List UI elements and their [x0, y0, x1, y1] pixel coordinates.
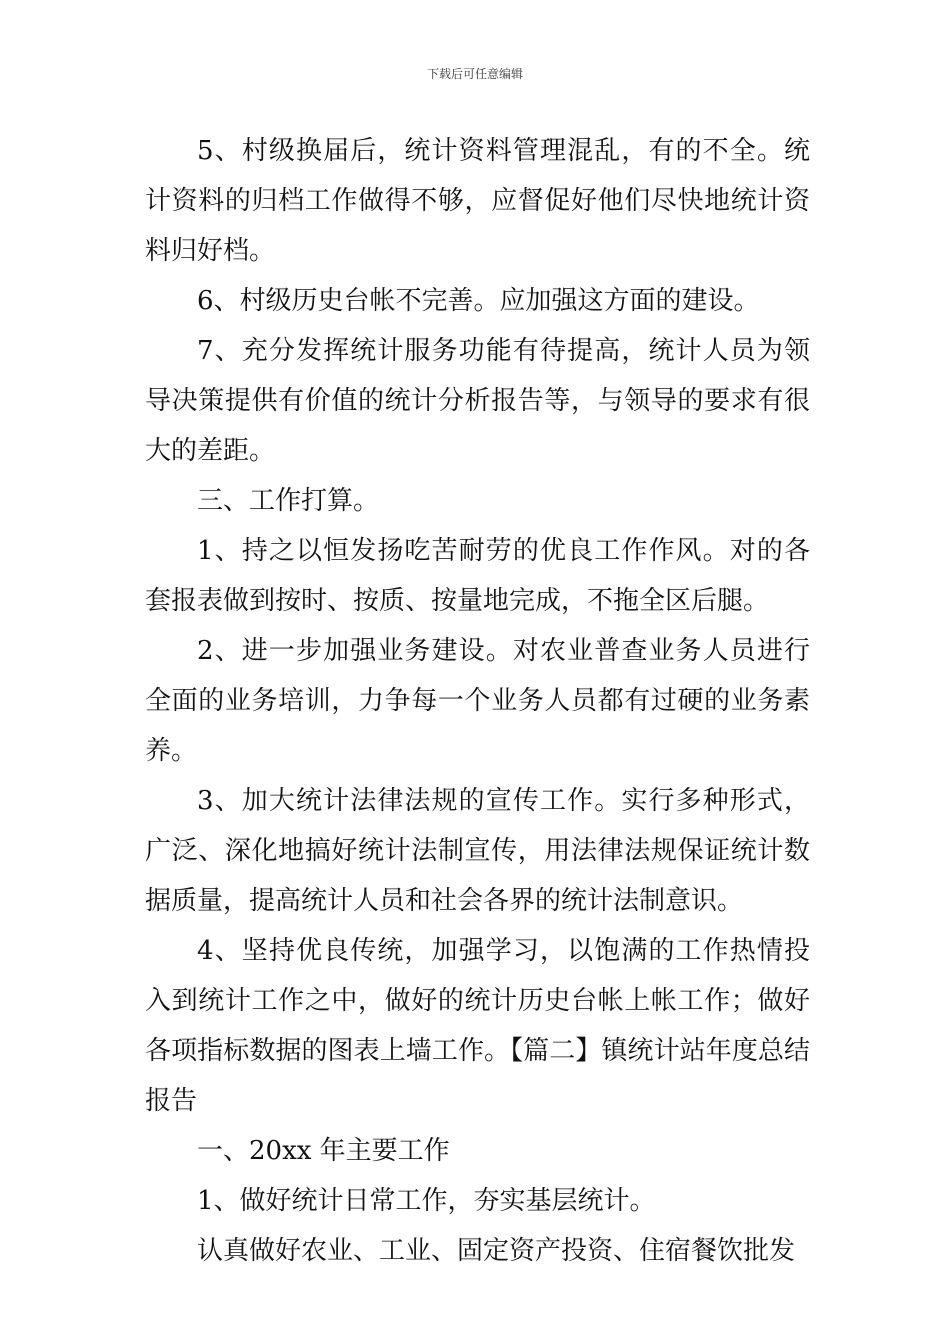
- paragraph: 1、做好统计日常工作，夯实基层统计。: [197, 1186, 656, 1216]
- paragraph: 4、坚持优良传统，加强学习，以饱满的工作热情投入到统计工作之中，做好的统计历史台帐上帐工作；做好各项指标数据的图表上墙工作。【篇二】镇统计站年度总结报告: [145, 936, 810, 1116]
- paragraph: 7、充分发挥统计服务功能有待提高，统计人员为领导决策提供有价值的统计分析报告等，与领导的要求有很大的差距。: [145, 336, 810, 466]
- paragraph: 1、持之以恒发扬吃苦耐劳的优良工作作风。对的各套报表做到按时、按质、按量地完成，不拖全区后腿。: [145, 536, 810, 616]
- page-header: 下载后可任意编辑: [426, 67, 523, 81]
- paragraph: 2、进一步加强业务建设。对农业普查业务人员进行全面的业务培训，力争每一个业务人员都有过硬的业务素养。: [145, 636, 810, 766]
- section-heading: 一、20xx 年主要工作: [197, 1136, 450, 1166]
- paragraph: 5、村级换届后，统计资料管理混乱，有的不全。统计资料的归档工作做得不够，应督促好他们尽快地统计资料归好档。: [145, 136, 810, 266]
- paragraph: 6、村级历史台帐不完善。应加强这方面的建设。: [197, 286, 760, 316]
- paragraph: 3、加大统计法律法规的宣传工作。实行多种形式，广泛、深化地搞好统计法制宣传，用法律法规保证统计数据质量，提高统计人员和社会各界的统计法制意识。: [145, 786, 810, 916]
- paragraph: 认真做好农业、工业、固定资产投资、住宿餐饮批发: [197, 1236, 796, 1266]
- document-body: [145, 126, 810, 1276]
- section-heading: 三、工作打算。: [197, 486, 380, 516]
